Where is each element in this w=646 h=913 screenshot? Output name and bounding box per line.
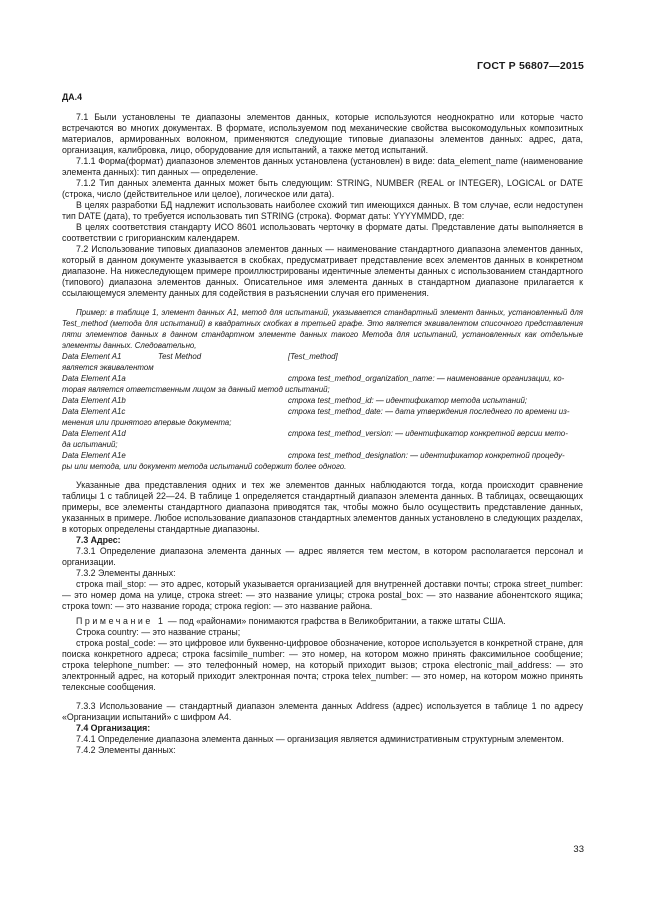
example-row-name: Data Element A1a (62, 374, 126, 383)
paragraph-mail-stop: строка mail_stop: — это адрес, который указывается организацией для внутренней доставки почты; строка street_number: — это номер дома на улице, строка street: — это название улицы; строка postal_box: — это название абонентского ящика; строка town: — это название города; строка region: — это название района. (62, 579, 583, 611)
paragraph-7-3-3: 7.3.3 Использование — стандартный диапазон элемента данных Address (адрес) используется в таблице 1 по адресу «Организации испытаний» с шифром A4. (62, 701, 583, 722)
paragraph-7-3-1: 7.3.1 Определение диапазона элемента данных — адрес является тем местом, в котором располагается персонал и организации. (62, 546, 583, 567)
paragraph-7-2: 7.2 Использование типовых диапазонов элементов данных — наименование стандартного диапазона элементов данных, который в данном документе указывается в скобках, предусматривает представление всех элементов данных в конкретном диапазоне. На нижеследующем примере проиллюстрированы идентичные элементы данных с использованием стандартного (типового) диапазона элементов данных. Описательное имя элемента данных в стандартном диапазоне прилагается к ссылающемуся элементу данных для содействия в разъяснении случая его применения. (62, 244, 583, 298)
example-row-continuation: ры или метода, или документ метода испытаний содержит более одного. (62, 462, 347, 471)
example-element-range: [Test_method] (288, 352, 338, 361)
example-row-name: Data Element A1e (62, 451, 126, 460)
example-element-name: Data Element A1 (62, 352, 122, 361)
example-block (62, 307, 583, 472)
paragraph-7-1-2: 7.1.2 Тип данных элемента данных может быть следующим: STRING, NUMBER (REAL or INTEGER), LOGICAL or DATE (строка, число (действительное или целое), логическое или дата). (62, 178, 583, 199)
heading-7-3: 7.3 Адрес: (76, 535, 121, 545)
paragraph-7-1: 7.1 Были установлены те диапазоны элементов данных, которые используются неоднократно или которые часто встречаются во многих документах. В формате, используемом под механические свойства высокомодульных композитных материалов, армированных волокном, применяются следующие типовые диапазоны элементов данных: адрес, дата, организация, калибровка, лицо, оборудование для испытаний, а также метод испытаний. (62, 112, 583, 155)
example-row (62, 450, 583, 461)
example-row-continuation: да испытаний; (62, 440, 118, 449)
document-standard-id: ГОСТ Р 56807—2015 (476, 60, 584, 72)
paragraph-iso-8601: В целях соответствия стандарту ИСО 8601 использовать черточку в формате даты. Представление даты выполняется в соответствии с григорианским календарем. (62, 222, 583, 243)
paragraph-7-3-2: 7.3.2 Элементы данных: (76, 568, 176, 578)
page-number: 33 (573, 844, 584, 855)
page-content (62, 92, 583, 756)
example-row-name: Data Element A1c (62, 407, 126, 416)
example-row (62, 373, 583, 384)
example-row-a1 (62, 351, 583, 362)
example-row-definition: строка test_method_id: — идентификатор метода испытаний; (288, 396, 528, 405)
note-text: — под «районами» понимаются графства в Великобритании, а также штаты США. (165, 616, 506, 626)
paragraph-country: Строка country: — это название страны; (76, 627, 241, 637)
example-row (62, 395, 583, 406)
paragraph-two-forms: Указанные два представления одних и тех же элементов данных наблюдаются тогда, когда происходит сравнение таблицы 1 с таблицей 22—24. В таблице 1 определяется стандартный диапазон элемента данных. В таблицах, освещающих примеры, все элементы стандартного диапазона приводятся так, чтобы можно было осуществить представление данных, указанных в примере. Любое использование диапазонов стандартных элементов данных установлено в следующих разделах, в которых определены стандартные диапазоны. (62, 480, 583, 534)
paragraph-db-types: В целях разработки БД надлежит использовать наиболее схожий тип имеющихся данных. В том случае, если недоступен тип DATE (дата), то требуется использовать тип STRING (строка). Формат даты: YYYYMMDD, где: (62, 200, 583, 221)
paragraph-7-4-1: 7.4.1 Определение диапазона элемента данных — организация является административным структурным элементом. (76, 734, 565, 744)
example-intro: Пример: в таблице 1, элемент данных A1, метод для испытаний, указывается стандартный элемент данных, установленный для Test_method (метода для испытаний) в квадратных скобках в третьей графе. Это является эквивалентом списочного представления пяти элементов данных в данном стандартном элементе данных такого Метода для испытаний, установленных как отдельные элементы данных. Следовательно, (62, 308, 583, 350)
paragraph-7-1-1: 7.1.1 Форма(формат) диапазонов элементов данных установлена (установлен) в виде: data_element_name (наименование элемента данных): тип данных — определение. (62, 156, 583, 177)
example-element-type: Test Method (158, 352, 202, 361)
example-row-definition: строка test_method_designation: — идентификатор конкретной процеду- (288, 451, 565, 460)
example-row-continuation: менения или принятого впервые документа; (62, 418, 232, 427)
note-1 (62, 616, 583, 627)
example-row-name: Data Element A1b (62, 396, 126, 405)
example-row-definition: строка test_method_organization_name: — наименование организации, ко- (288, 374, 565, 383)
paragraph-postal-code: строка postal_code: — это цифровое или буквенно-цифровое обозначение, которое используется в конкретной стране, для поиска конкретного адреса; строка facsimile_number: — это номер, на котором можно принять факсимильное сообщение; строка telephone_number: — это телефонный номер, на который приходит вызов; строка electronic_mail_address: — это электронный адрес, на который приходит электронная почта; строка telex_number: — это номер, на котором можно принять телексные сообщения. (62, 638, 583, 692)
note-label: Примечание 1 (76, 616, 166, 626)
heading-7-4: 7.4 Организация: (76, 723, 151, 733)
example-equivalence: является эквивалентом (62, 363, 154, 372)
example-row (62, 406, 583, 417)
paragraph-7-4-2: 7.4.2 Элементы данных: (76, 745, 176, 755)
example-row-definition: строка test_method_version: — идентификатор конкретной версии мето- (288, 429, 568, 438)
example-row (62, 428, 583, 439)
example-row-definition: строка test_method_date: — дата утверждения последнего по времени из- (288, 407, 570, 416)
example-row-name: Data Element A1d (62, 429, 126, 438)
example-row-continuation: торая является ответственным лицом за данный метод испытаний; (62, 385, 330, 394)
section-title: ДА.4 (62, 92, 82, 102)
